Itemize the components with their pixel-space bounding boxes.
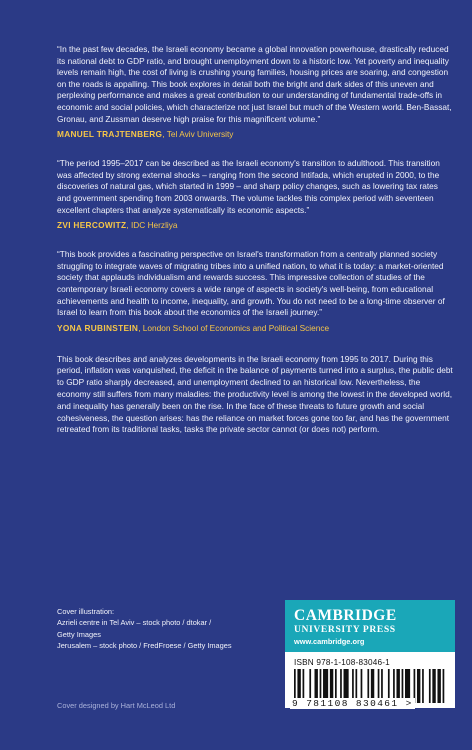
- cover-credits: [57, 606, 257, 651]
- barcode-digits: 9 781108 830461 >: [292, 698, 413, 709]
- endorsement-quote-1: “In the past few decades, the Israeli economy became a global innovation powerhouse, drastically reduced its national debt to GDP ratio, and brought unemployment down to a historic low. Yet poverty and inequality levels remain high, the cost of living is crushing young families, housing prices are soaring, and congestion on the roads is appalling. This book explores in detail both the bright and dark sides of this uneven and perplexing performance and makes a great contribution to our understanding of fundamental trade-offs in economic and social policies, which characterize not just Israel but much of the Western world. Ben-Bassat, Gronau, and Zussman deserve high praise for this magnificent volume.”: [57, 44, 452, 124]
- credits-line: Jerusalem – stock photo / FredFroese / Getty Images: [57, 640, 232, 650]
- endorsement-attribution-3: [57, 323, 453, 334]
- publisher-url: www.cambridge.org: [294, 637, 365, 646]
- endorsement-quote-3: “This book provides a fascinating perspective on Israel's transformation from a centrally planned society struggling to integrate waves of migrating tribes into a unified nation, to what it is today: a market-oriented society that applauds individualism and rewards success. This impressive collection of studies of the contemporary Israeli economy covers a wide range of aspects in society's well-being, from educational achievements and health to income, inequality, and growth. You do not need to be a long-time observer of Israel to learn from this book about the economics of the Israeli journey.”: [57, 249, 445, 318]
- text-column: [57, 44, 453, 436]
- publisher-box: [285, 600, 455, 708]
- credits-line: Getty Images: [57, 629, 101, 639]
- publisher-logo: [285, 600, 455, 652]
- endorsement-quote-2: “The period 1995–2017 can be described as the Israeli economy's transition to adulthood. This transition was affected by strong external shocks – ranging from the second Intifada, which erupted in 2000, to the discoveries of natural gas, which started in 1999 – and sharp policy changes, such as lowering tax rates and government spending from 2003 onwards. The volume tackles this complex period with seventeen excellent chapters that analyze systematically its economic aspects.”: [57, 158, 440, 215]
- endorsement-attribution-2: [57, 220, 453, 231]
- endorser-institution: , Tel Aviv University: [162, 129, 234, 140]
- credits-heading: Cover illustration:: [57, 607, 115, 616]
- endorser-name: YONA RUBINSTEIN: [57, 322, 139, 333]
- credits-line: Azrieli centre in Tel Aviv – stock photo / dtokar /: [57, 618, 212, 628]
- endorsement-attribution-1: [57, 129, 453, 140]
- endorser-institution: , London School of Economics and Political Science: [138, 322, 330, 333]
- book-summary: This book describes and analyzes developments in the Israeli economy from 1995 to 2017. During this period, inflation was vanquished, the deficit in the balance of payments turned into a surplus, the public debt to GDP ratio sharply decreased, and unemployment declined to an historical low. Nevertheless, the economy still suffers from many maladies: the productivity level is among the lowest in the developed world, and inequality has generally been on the rise. In the face of these threats to future growth and social cohesiveness, the question arises: has the reliance on market forces gone too far, and has the government retreated from its traditional tasks, tasks the private sector cannot (or does not) perform.: [57, 353, 453, 435]
- isbn: ISBN 978-1-108-83046-1: [294, 658, 390, 667]
- cover-designer: Cover designed by Hart McLeod Ltd: [57, 701, 176, 710]
- publisher-name-line2: UNIVERSITY PRESS: [294, 624, 396, 635]
- endorser-institution: , IDC Herzliya: [126, 220, 178, 231]
- endorser-name: ZVI HERCOWITZ: [57, 220, 127, 231]
- endorser-name: MANUEL TRAJTENBERG: [57, 129, 163, 140]
- publisher-name-line1: CAMBRIDGE: [294, 607, 397, 624]
